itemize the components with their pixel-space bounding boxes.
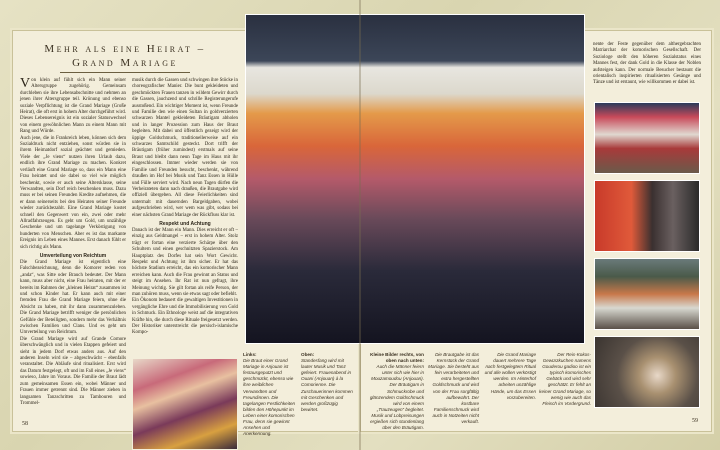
paragraph: Die Grand Mariage ist eigentlich eine Falschbezeichnung, denn die Komorer reden von „anda“, was Sitte oder Brauch bedeutet. Der Mann kann, muss aber nicht, eine Frau heiraten, mit der er bereits im Rahmen der „kleinen Heirat“ zusammen ist und schon Kinder hat. Er kann auch mit einer fremden Frau die Grand Mariage feiern, ohne die Absicht zu haben, mit ihr dann zusammenzuleben. Die Grand Mariage betrifft weniger die persönlichen Gefühle der Beteiligten, sondern mehr das Verhältnis zwischen Familien und Clans. Und es geht um Umverteilung von Reichtum. [20, 259, 126, 336]
text-column-1 [20, 78, 126, 407]
photo-kitchen [594, 258, 700, 330]
photo-groom [594, 180, 700, 252]
caption-6 [539, 352, 591, 407]
caption-4 [428, 352, 479, 425]
photo-men-celebrating [594, 102, 700, 174]
paragraph: Auch jene, die in Frankreich leben, können sich dem Sozialdruck nicht entziehen, sonst würden sie in ihrem Heimatdorf sozial geächtet und gemieden. Viele der „Je viens“ nutzen ihren Urlaub dazu, endlich ihre Grand Mariage zu machen. Konkret verläuft eine Grand Mariage so, dass ein Mann eine Frau heiratet und sie dabei so viel wie möglich beschenkt, sowie er auch seine Altersklasse, seine Verwandten, sein Dorf reich beschenken muss. Dazu muss er bei seinen Freunden Kredite aufnehmen, die er dann seinerseits bei den Heiraten seiner Freunde wieder zurückbezahlt. Eine Grand Mariage kostet schnell den Gegenwert von ein, zwei oder mehr Allradfahrzeugen. Es geht um Gold, um unzählige Geschenke und um tagelange Verköstigung von hunderten von Menschen. Aber es ist das markante Ereignis im Leben eines Mannes. Erst danach fühlt er sich richtig als Mann. [20, 135, 126, 250]
caption-2 [301, 352, 356, 413]
caption-text: Die Brautgabe ist das Kernstück der Grand Mariage. Sie besteht aus fein verarbeiteten und extra hergestellten Goldschmuck und wird von der Frau sorgfältig aufbewahrt. Der kostbare Familienschmuck wird auch in Notzeiten nicht verkauft. [428, 352, 479, 425]
paragraph: musik durch die Gassen und schwingen ihre Stöcke in choreografischer Manier. Die bunt gekleideten und geschmückten Frauen tanzen in wildem Gewirr durch die Gassen, jauchzend und schrille Registerungerufe ausstoßend. Ein wichtiger Moment ist, wenn Freunde und Familie den wie einen Sultan in goldverzierten schwarzen Mantel gekleideten Bräutigam abholen und in langer Prozession zum Haus der Braut begleiten. Mit dabei und öffentlich gezeigt wird der üppige Goldschmuck, traditionellerweise auf ein schwarzes Samtschild gesteckt. Dort trifft der Bräutigam (früher zumindest) erstmals auf seine Braut und bleibt dann neun Tage im Haus mit ihr eingeschlossen. Immer wieder werden sie von Familie und Freunden besucht, beschenkt, während draußen im Hof bei Musik und Tanz Essen in Hülle und Fülle serviert wird. Nach neun Tagen dürfen die Verheirateten dann nach draußen, die Brautgabe wird offiziell übergeben. All diese Feierlichkeiten sind untermalt mit dauernden Bargeldgaben, wobei aufgeschrieben wird, wer wem was gibt, sodass bei einer nächsten Grand Mariage der Rückfluss klar ist. [132, 78, 238, 218]
photo-bride [132, 358, 238, 450]
caption-5 [484, 352, 536, 401]
main-photo-celebration [245, 14, 585, 344]
drop-cap: V [20, 76, 31, 91]
article-title [20, 42, 230, 70]
title-line-2: Grand Mariage [72, 57, 178, 69]
caption-1 [243, 352, 298, 437]
title-line-1: Mehr als eine Heirat – [44, 43, 206, 55]
caption-3 [366, 352, 424, 431]
text-column-2 [132, 78, 238, 337]
paragraph: on klein auf fühlt sich ein Mann seiner Altersgruppe zugehörig. Gemeinsam durchleben sie ihre Lebensabschnitte und nehmen an jenen ihrer Altersgruppe teil. Krönung und ebenso soziale Verpflichtung ist die Grand Mariage (Große Heirat), die oft erst in hohem Alter durchgeführt wird. Dieses Lebensereignis ist ein sozialer Statuswechsel von einem gewöhnlichen Mann zu einem Mann mit Rang und Würde. [20, 78, 126, 135]
caption-text: Auch die Männer feiern unter sich wie hier in Mouzamoudou (Anjouan). Der Bräutigam in Schmuckrobe und glänzendem Goldschmuck wird von einem „Trauzeugen“ begleitet. Musik und Lobpreisungen ergießen sich stundenlang über den Bräutigam. [369, 364, 424, 431]
subheading: Respekt und Achtung [159, 220, 211, 227]
paragraph: Die Grand Mariage wird auf Grande Comore überschwänglich und in vielen Etappen gefeiert und sieht in jedem Dorf etwas anders aus. Auf den anderen Inseln wird sie – abgeschwächt – ebenfalls veranstaltet. Die Abläufe sind ritualisiert. Erst wird das Datum festgelegt, oft und im Fall eines „Je viens“ sowieso, Jahre im Voraus. Die Familie der Braut lädt zum gemeinsamen Essen ein, wobei Männer und Frauen immer getrennt sind. Die Männer ziehen in langsamen Tanzschritten zu Tambouren und Trommel- [20, 336, 126, 406]
page-number-left: 58 [22, 421, 28, 427]
caption-heading: Oben: [301, 352, 315, 357]
page-fold [359, 0, 361, 450]
paragraph: nente der Feste gegenüber dem althergebrachten Matriarchat der komorischen Gesellschaft. Der Soziologe stellt den höheren Sozialstatus eines Mannes fest, der dank Gold in die Klasse der Noblen aufsteigen kann. Der normale Besucher bestaunt die orientalisch inspirierten ritualisierten Gesänge und Tänze und ist erstaunt, wie willkommen er dabei ist. [593, 42, 701, 86]
caption-heading: Kleine Bilder rechts, von oben nach unten: [370, 352, 424, 364]
caption-text: Die Braut einer Grand Mariage in Anjouan ist festausgeputzt und geschmückt, ebenso wie ihre weiblichen Verwandten und Freundinnen. Die tagelangen Festlichkeiten bilden den Höhepunkt im Leben einer komorischen Frau, denn sie gewinnt Ansehen und Anerkennung. [243, 358, 296, 437]
page-number-right: 59 [692, 418, 698, 424]
caption-text: Standesfang wird mit lauter Musik und Tanz gefeiert. Frauenabend in Ouani (Anjouan) à la Comorienne. Die Zuschauerinnen kommen mit Geschenken und werden großzügig bewirtet. [301, 358, 353, 412]
paragraph: Ein Ökonom bedauert die gewaltigen Investitionen in vergängliche Ehre und die Immobilisierung von Gold in Schmuck. Ein Ethnologe weist auf die integrativen Kräfte hin, die durch diese Rituale freigesetzt werden. Der Historiker unterstreicht die persisch-islamische Kompo- [132, 298, 238, 336]
subheading: Umverteilung von Reichtum [39, 252, 107, 259]
text-column-3 [593, 42, 701, 87]
paragraph: Danach ist der Mann ein Mann. Dies erreicht er oft – einzig aus Geldmangel – erst in hohem Alter. Stolz trägt er fortan eine verzierte Schärpe über den Schultern und einen geschnitzten Spazierstock. Am Hauptplatz des Dorfes hat sein Wort Gewicht. Respekt und Achtung ist ihm sicher. Er hat das höchste Stadium erreicht, das ein komorischer Mann erreichen kann. Auch die Frau gewinnt an Status und steigt im Ansehen. Ihr Rat ist nun gefragt, ihre Meinung wichtig. Sie gilt fortan als reife Person, der man zuhören muss, wenn sie etwas sagt oder befiehlt. [132, 227, 238, 297]
caption-text: Die Grand Mariage dauert mehrere Tage nach festgelegtem Ritual und alle wollen verköstigt werden. Im Hinterhof arbeiten unzählige Hände, um das Essen vorzubereiten. [484, 352, 536, 400]
caption-heading: Links: [243, 352, 257, 357]
title-underline [60, 72, 190, 73]
photo-cakes [594, 336, 700, 408]
caption-text: Der Reis-Kokos-Gewürzkuchen namens Gouderou gadioo ist ein typisch komorisches Gebäck und wird sehr geschätzt. Er fehlt an keiner Grand Mariage, so wenig wie auch das Fleisch im Vordergrund. [539, 352, 591, 406]
